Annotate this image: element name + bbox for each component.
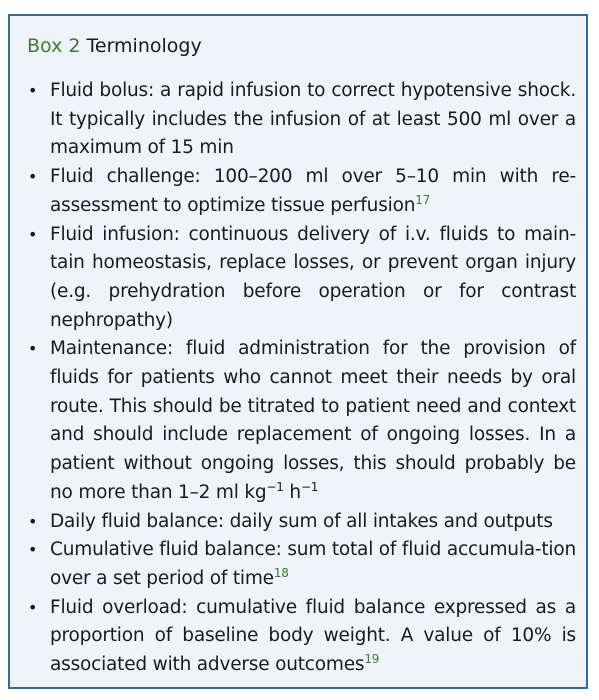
item-text: Fluid infusion: continuous delivery of i.v. fluids to main-tain homeostasis, replace losses, or prevent organ injury (e.g. prehydration before operation or for contrast nephropathy) (50, 223, 576, 331)
item-text: Maintenance: fluid administration for the provision of fluids for patients who cannot meet their needs by oral route. This should be titrated to patient need and context and should include replacement of ongoing losses. In a patient without ongoing losses, this should probably be no more than 1–2 ml kg (50, 338, 576, 503)
list-item-maintenance (28, 335, 576, 507)
list-item-fluid-bolus (28, 77, 576, 163)
box-title-text: Terminology (86, 35, 202, 57)
bullet: • (28, 339, 38, 359)
item-text: Fluid overload: cumulative fluid balance expressed as a proportion of baseline body weight. A value of 10% is associated with adverse outcomes (50, 596, 576, 676)
terminology-box (8, 14, 588, 689)
bullet: • (28, 224, 38, 244)
exponent-kg: −1 (266, 479, 284, 494)
reference-19: 19 (364, 652, 380, 667)
exponent-h: −1 (300, 479, 319, 494)
bullet: • (28, 597, 38, 617)
bullet: • (28, 167, 38, 187)
item-text: Fluid bolus: a rapid infusion to correct hypotensive shock. It typically includes the infusion of at least 500 ml over a maximum of 15 min (50, 80, 576, 159)
box-title (27, 34, 202, 58)
list-item-daily-fluid-balance (28, 508, 576, 537)
bullet: • (28, 511, 38, 531)
box-label: Box 2 (27, 35, 81, 57)
terminology-list (28, 77, 577, 680)
bullet: • (28, 540, 38, 560)
reference-18: 18 (273, 565, 289, 580)
list-item-fluid-overload (28, 594, 576, 680)
item-text: Cumulative fluid balance: sum total of fluid accumula-tion over a set period of time (50, 539, 577, 589)
item-text: Daily fluid balance: daily sum of all intakes and outputs (50, 510, 553, 532)
item-text-unit: h (283, 481, 301, 503)
reference-17: 17 (415, 192, 431, 207)
list-item-fluid-challenge (28, 163, 576, 220)
item-text: Fluid challenge: 100–200 ml over 5–10 min with re-assessment to optimize tissue perfusion (50, 166, 576, 216)
list-item-fluid-infusion (28, 221, 576, 336)
list-item-cumulative-fluid-balance (28, 536, 577, 593)
bullet: • (28, 81, 38, 100)
